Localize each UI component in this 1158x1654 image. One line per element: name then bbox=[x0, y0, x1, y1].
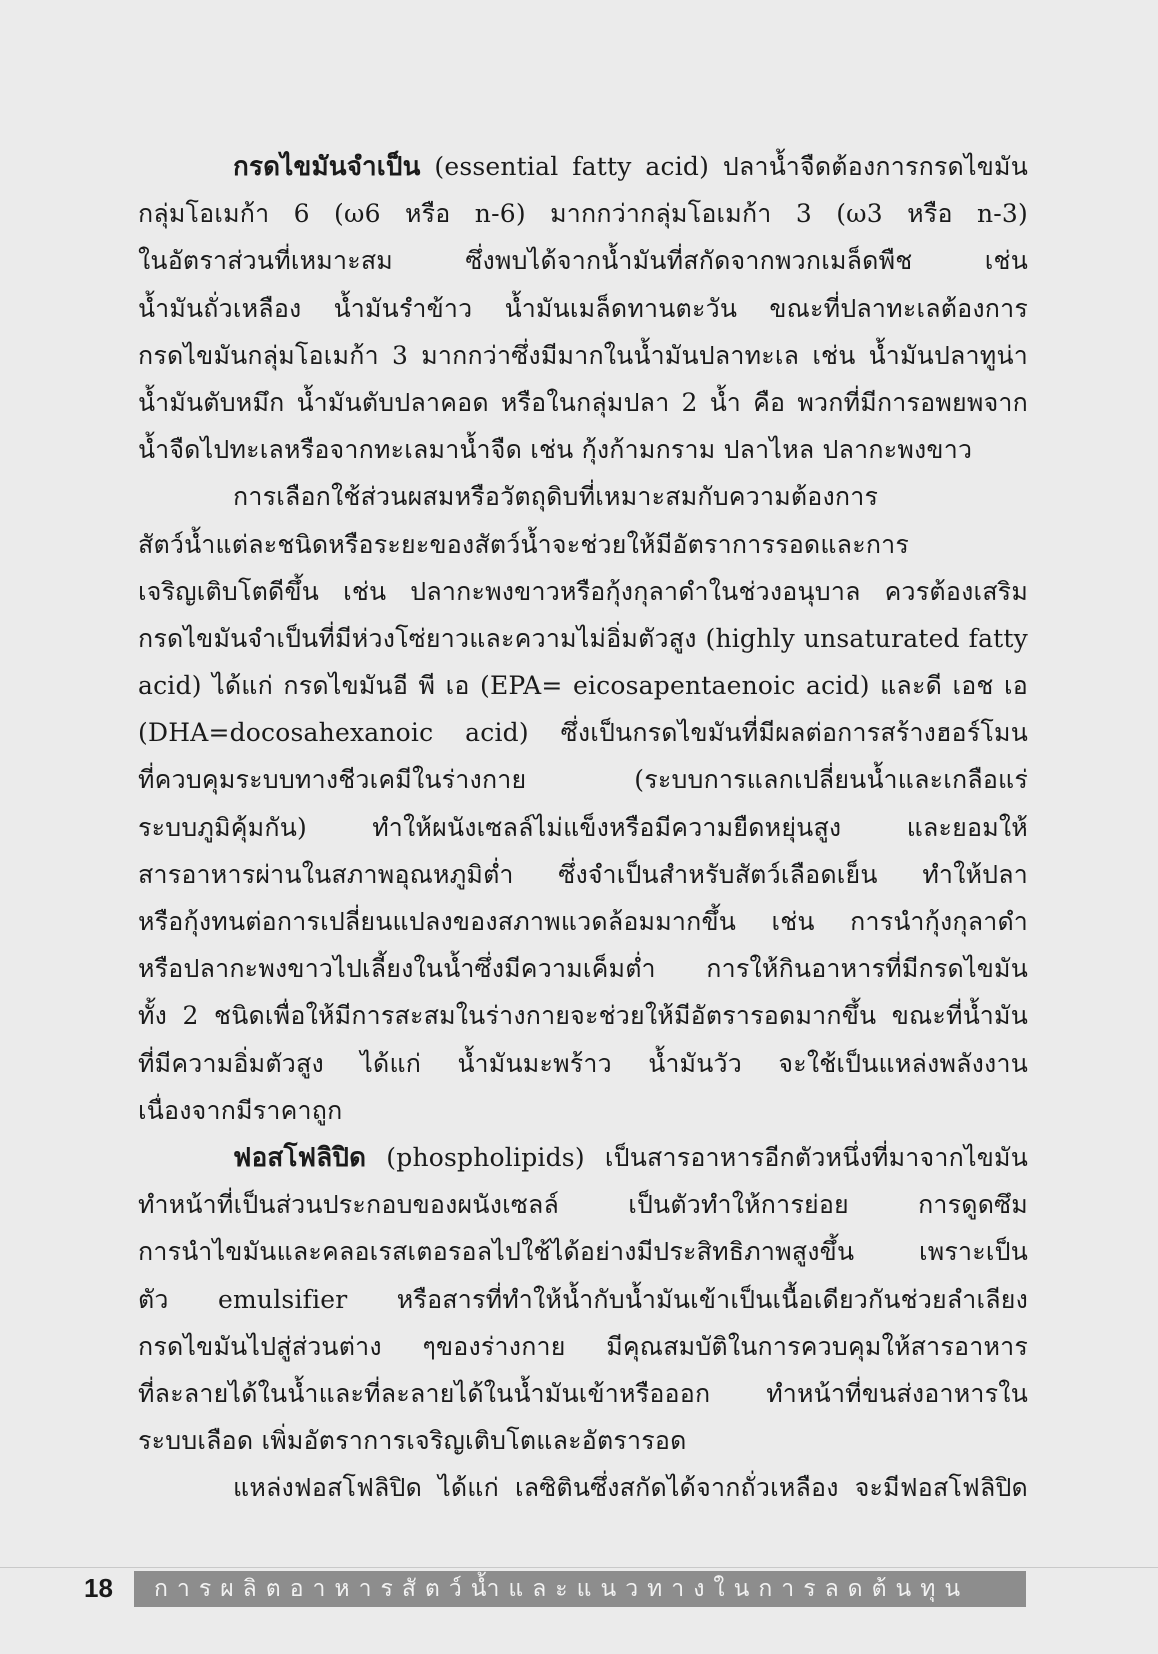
text-line: กรดไขมันไปสู่ส่วนต่าง ๆของร่างกาย มีคุณสมบัติในการควบคุมให้สารอาหาร bbox=[138, 1331, 1028, 1361]
text-line: เนื่องจากมีราคาถูก bbox=[138, 1095, 343, 1125]
text-line: ที่ควบคุมระบบทางชีวเคมีในร่างกาย (ระบบการแลกเปลี่ยนน้ำและเกลือแร่ bbox=[138, 765, 1028, 795]
text-line: แหล่งฟอสโฟลิปิด ได้แก่ เลซิตินซึ่งสกัดได้จากถั่วเหลือง จะมีฟอสโฟลิปิด bbox=[233, 1473, 1028, 1503]
paragraph-phospholipid-sources bbox=[138, 1464, 1028, 1511]
line-text: (essential fatty acid) ปลาน้ำจืดต้องการกรดไขมัน bbox=[420, 152, 1028, 181]
line-text: (phospholipids) เป็นสารอาหารอีกตัวหนึ่งที่มาจากไขมัน bbox=[366, 1142, 1028, 1172]
paragraph-ingredient-selection bbox=[138, 473, 1028, 1134]
term-heading: กรดไขมันจำเป็น bbox=[233, 152, 421, 182]
footer-divider bbox=[0, 1567, 1158, 1568]
text-line: ในอัตราส่วนที่เหมาะสม ซึ่งพบได้จากน้ำมันที่สกัดจากพวกเมล็ดพืช เช่น bbox=[138, 246, 1028, 276]
text-line: ระบบภูมิคุ้มกัน) ทำให้ผนังเซลล์ไม่แข็งหรือมีความยืดหยุ่นสูง และยอมให้ bbox=[138, 812, 1028, 842]
text-line: สารอาหารผ่านในสภาพอุณหภูมิต่ำ ซึ่งจำเป็นสำหรับสัตว์เลือดเย็น ทำให้ปลา bbox=[138, 859, 1028, 889]
text-line: ทำหน้าที่เป็นส่วนประกอบของผนังเซลล์ เป็นตัวทำให้การย่อย การดูดซึม bbox=[138, 1190, 1028, 1220]
text-line bbox=[138, 143, 1028, 190]
text-line: การเลือกใช้ส่วนผสมหรือวัตถุดิบที่เหมาะสมกับความต้องการ bbox=[233, 482, 879, 512]
text-line: ที่ละลายได้ในน้ำและที่ละลายได้ในน้ำมันเข้าหรือออก ทำหน้าที่ขนส่งอาหารใน bbox=[138, 1378, 1028, 1408]
paragraph-phospholipids bbox=[138, 1134, 1028, 1464]
page-number: 18 bbox=[84, 1573, 113, 1603]
text-line bbox=[138, 1134, 1028, 1181]
running-title-bar: การผลิตอาหารสัตว์น้ำและแนวทางในการลดต้นทุน bbox=[134, 1571, 1026, 1607]
text-line: การนำไขมันและคลอเรสเตอรอลไปใช้ได้อย่างมีประสิทธิภาพสูงขึ้น เพราะเป็น bbox=[138, 1237, 1028, 1267]
text-line: น้ำมันตับหมึก น้ำมันตับปลาคอด หรือในกลุ่มปลา 2 น้ำ คือ พวกที่มีการอพยพจาก bbox=[138, 387, 1028, 417]
text-line: acid) ได้แก่ กรดไขมันอี พี เอ (EPA= eicosapentaenoic acid) และดี เอช เอ bbox=[138, 671, 1028, 701]
text-line: กรดไขมันจำเป็นที่มีห่วงโซ่ยาวและความไม่อิ่มตัวสูง (highly unsaturated fatty bbox=[138, 623, 1028, 653]
text-line: ตัว emulsifier หรือสารที่ทำให้น้ำกับน้ำมันเข้าเป็นเนื้อเดียวกันช่วยลำเลียง bbox=[138, 1284, 1028, 1314]
term-heading: ฟอสโฟลิปิด bbox=[233, 1142, 367, 1173]
text-line: กรดไขมันกลุ่มโอเมก้า 3 มากกว่าซึ่งมีมากในน้ำมันปลาทะเล เช่น น้ำมันปลาทูน่า bbox=[138, 340, 1028, 370]
text-line: หรือปลากะพงขาวไปเลี้ยงในน้ำซึ่งมีความเค็มต่ำ การให้กินอาหารที่มีกรดไขมัน bbox=[138, 954, 1028, 984]
text-line: (DHA=docosahexanoic acid) ซึ่งเป็นกรดไขมันที่มีผลต่อการสร้างฮอร์โมน bbox=[138, 718, 1028, 748]
text-line: ทั้ง 2 ชนิดเพื่อให้มีการสะสมในร่างกายจะช่วยให้มีอัตรารอดมากขึ้น ขณะที่น้ำมัน bbox=[138, 1001, 1028, 1031]
text-line: เจริญเติบโตดีขึ้น เช่น ปลากะพงขาวหรือกุ้งกุลาดำในช่วงอนุบาล ควรต้องเสริม bbox=[138, 576, 1028, 606]
text-line: น้ำมันถั่วเหลือง น้ำมันรำข้าว น้ำมันเมล็ดทานตะวัน ขณะที่ปลาทะเลต้องการ bbox=[138, 293, 1028, 323]
text-line: น้ำจืดไปทะเลหรือจากทะเลมาน้ำจืด เช่น กุ้งก้ามกราม ปลาไหล ปลากะพงขาว bbox=[138, 435, 973, 465]
text-line: สัตว์น้ำแต่ละชนิดหรือระยะของสัตว์น้ำจะช่วยให้มีอัตราการรอดและการ bbox=[138, 529, 910, 559]
text-line: ระบบเลือด เพิ่มอัตราการเจริญเติบโตและอัตรารอด bbox=[138, 1426, 687, 1456]
text-line: ที่มีความอิ่มตัวสูง ได้แก่ น้ำมันมะพร้าว น้ำมันวัว จะใช้เป็นแหล่งพลังงาน bbox=[138, 1048, 1028, 1078]
text-line: กลุ่มโอเมก้า 6 (ω6 หรือ n-6) มากกว่ากลุ่มโอเมก้า 3 (ω3 หรือ n-3) bbox=[138, 199, 1028, 229]
page-body bbox=[138, 143, 1028, 1511]
paragraph-essential-fatty-acid bbox=[138, 143, 1028, 473]
text-line: หรือกุ้งทนต่อการเปลี่ยนแปลงของสภาพแวดล้อมมากขึ้น เช่น การนำกุ้งกุลาดำ bbox=[138, 907, 1028, 936]
